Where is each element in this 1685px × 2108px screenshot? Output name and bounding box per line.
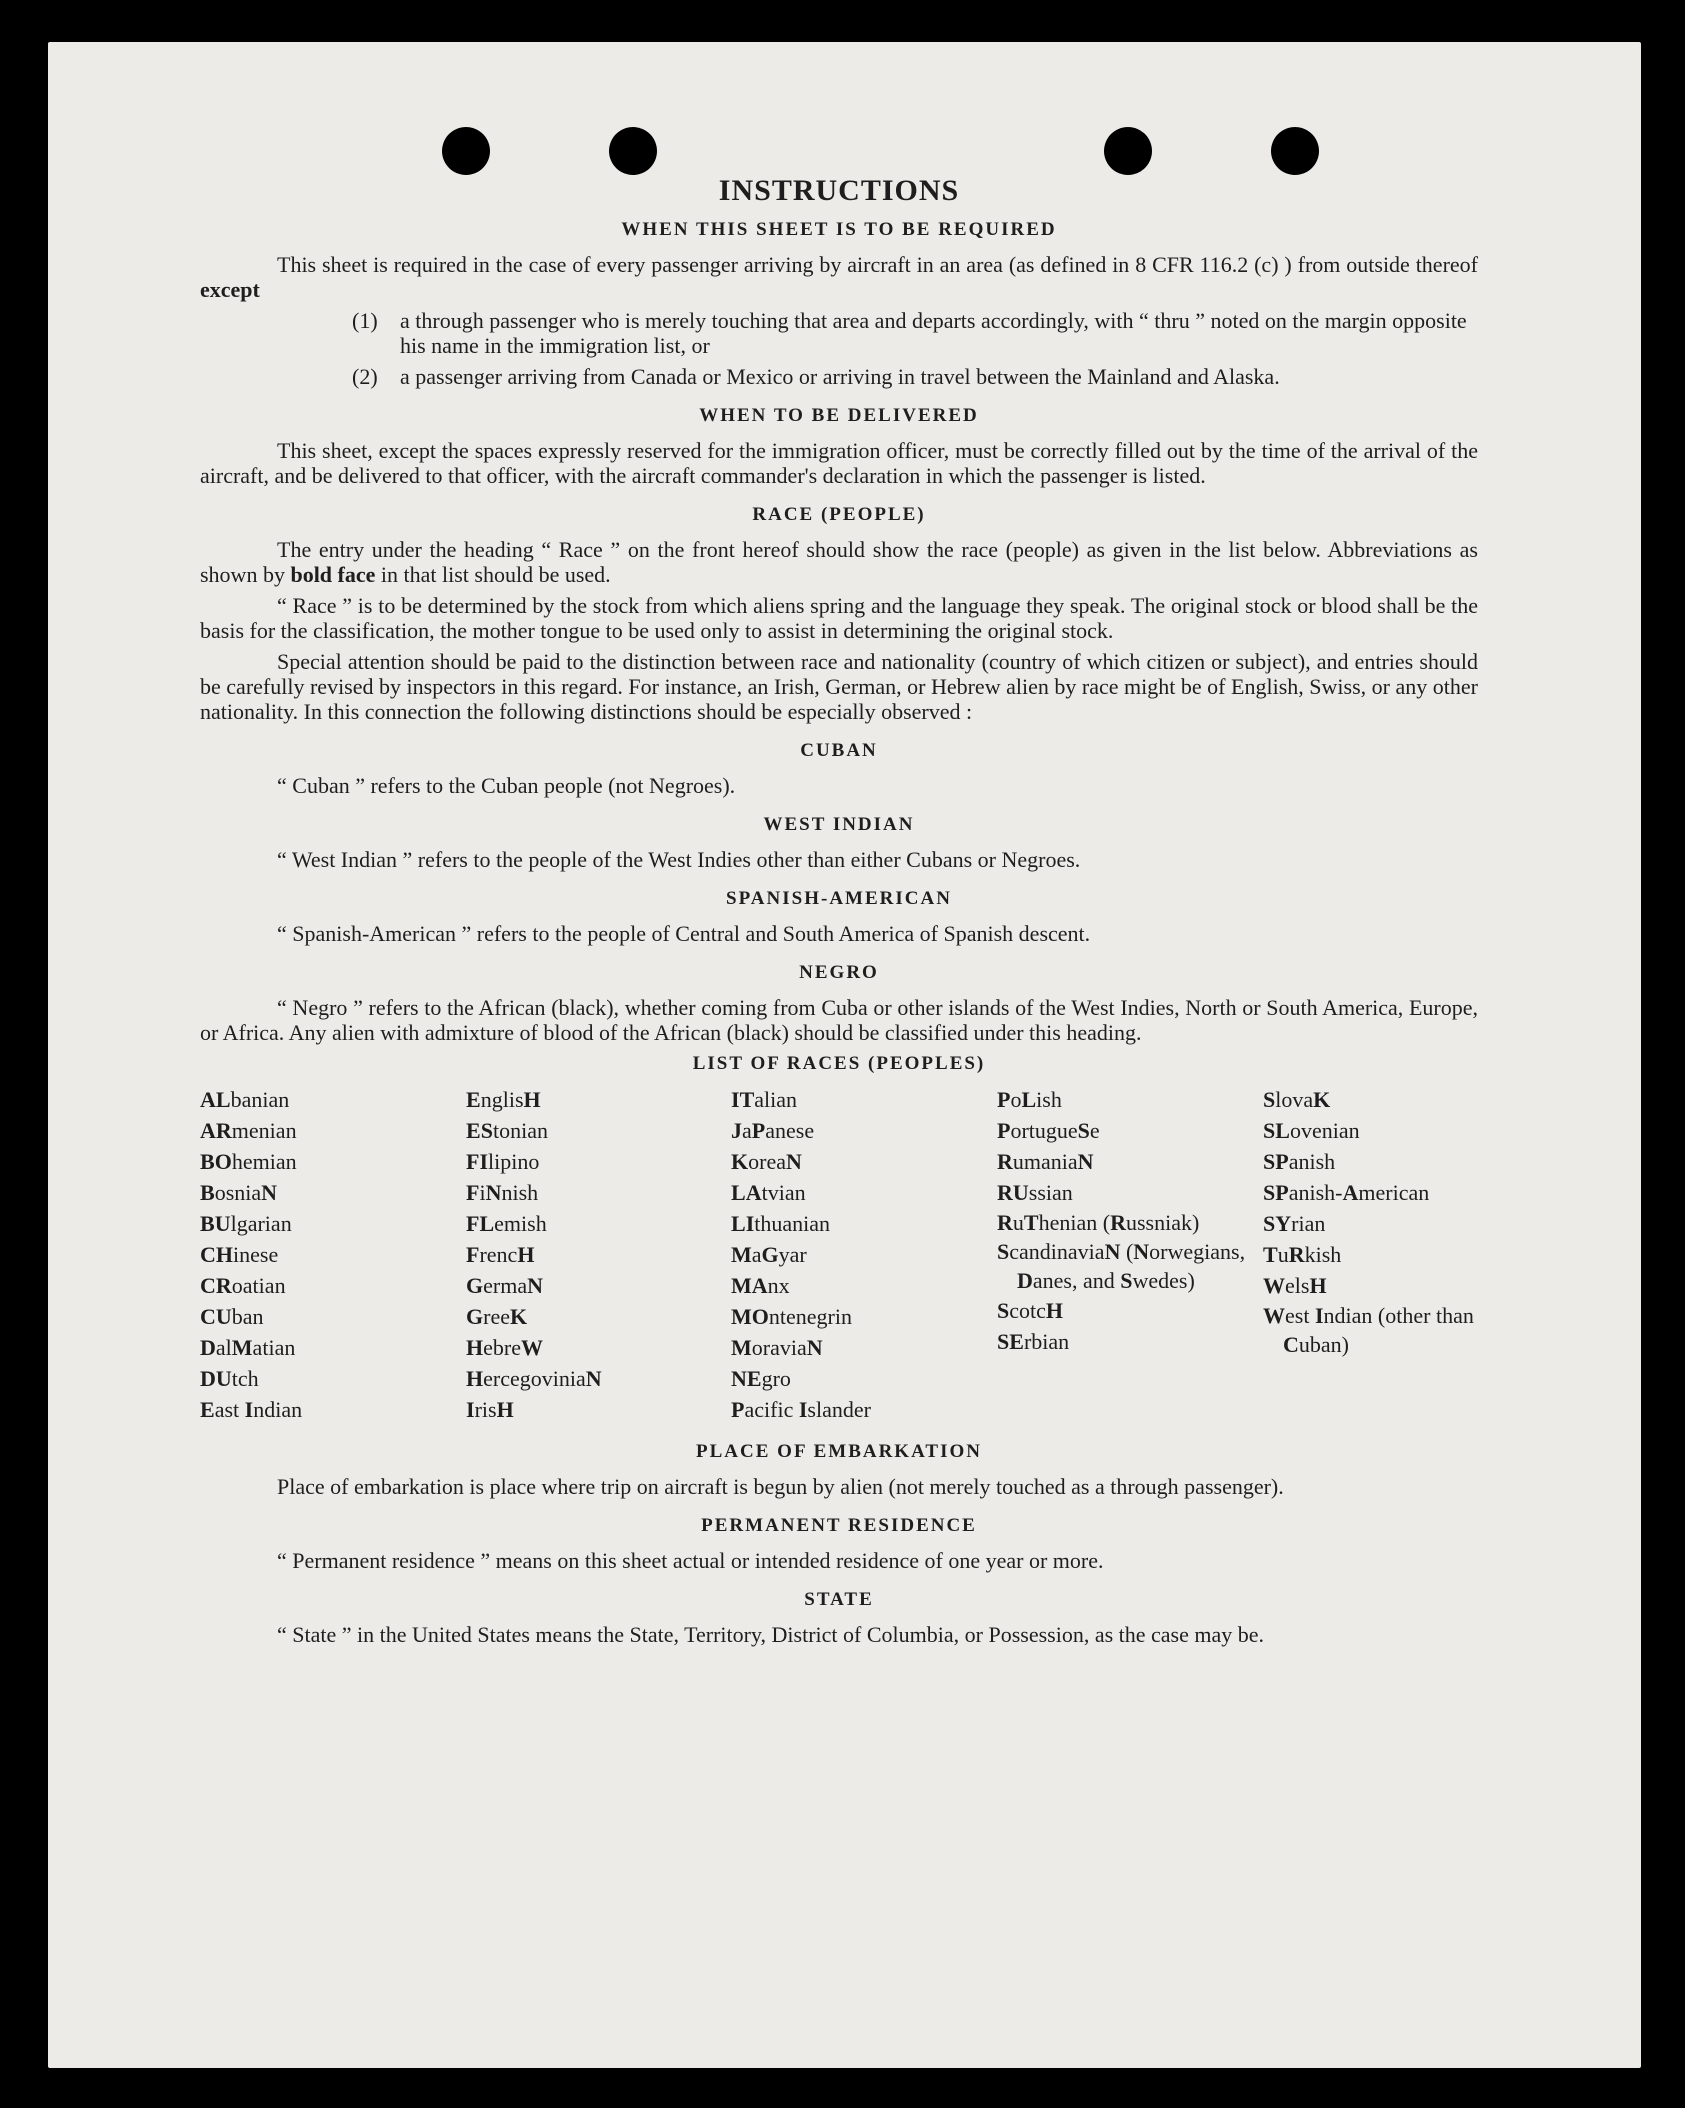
paragraph-when-required: This sheet is required in the case of every passenger arriving by aircraft in an area (as defined in 8 CFR 116.2 (c) ) from outside thereof except [200, 252, 1478, 302]
heading-permanent-residence: PERMANENT RESIDENCE [701, 1515, 977, 1536]
paragraph-west-indian: “ West Indian ” refers to the people of the West Indies other than either Cubans or Negroes. [277, 847, 1081, 872]
heading-west-indian: WEST INDIAN [763, 814, 915, 835]
heading-embarkation: PLACE OF EMBARKATION [696, 1441, 982, 1462]
race-entry: ARmenian [200, 1118, 297, 1143]
race-entry: SlovaK [1263, 1087, 1331, 1112]
races-column [997, 1084, 1263, 1425]
heading-race: RACE (PEOPLE) [752, 504, 926, 525]
race-entry: CRoatian [200, 1273, 286, 1298]
race-entry: KoreaN [731, 1149, 802, 1174]
race-entry: NEgro [731, 1366, 791, 1391]
race-entry: PoLish [997, 1087, 1062, 1112]
race-entry: SPanish-American [1263, 1180, 1430, 1205]
race-entry: GreeK [466, 1304, 528, 1329]
race-entry: CHinese [200, 1242, 279, 1267]
paragraph-negro: “ Negro ” refers to the African (black), whether coming from Cuba or other islands of the West Indies, North or South America, Europe, or Africa. Any alien with admixture of blood of the African (black) should be classified under this heading. [200, 995, 1478, 1045]
races-list [200, 1084, 1478, 1425]
race-entry: RuThenian (Russniak) [997, 1210, 1200, 1235]
heading-negro: NEGRO [799, 962, 879, 983]
race-entry: DalMatian [200, 1335, 296, 1360]
heading-state: STATE [804, 1589, 874, 1610]
race-entry: IrisH [466, 1397, 514, 1422]
race-entry: ITalian [731, 1087, 798, 1112]
paragraph-race-2: “ Race ” is to be determined by the stock from which aliens spring and the language they speak. The original stock or blood shall be the basis for the classification, the mother tongue to be used only to assist in determining the original stock. [200, 593, 1478, 643]
race-entry: MoraviaN [731, 1335, 823, 1360]
race-entry: SYrian [1263, 1211, 1326, 1236]
race-entry: MAnx [731, 1273, 790, 1298]
race-entry: FLemish [466, 1211, 547, 1236]
heading-list-of-races: LIST OF RACES (PEOPLES) [692, 1053, 986, 1074]
race-entry: WelsH [1263, 1273, 1327, 1298]
race-entry: DUtch [200, 1366, 259, 1391]
paragraph-cuban: “ Cuban ” refers to the Cuban people (not Negroes). [277, 773, 736, 798]
race-entry: JaPanese [731, 1118, 815, 1143]
race-entry: East Indian [200, 1397, 303, 1422]
race-entry: FiNnish [466, 1180, 539, 1205]
race-entry: Pacific Islander [731, 1397, 871, 1422]
list-item-text: a passenger arriving from Canada or Mexico or arriving in travel between the Mainland and Alaska. [400, 364, 1280, 389]
races-column [200, 1084, 466, 1425]
race-entry: RumaniaN [997, 1149, 1094, 1174]
race-entry: ScotcH [997, 1298, 1064, 1323]
races-column [731, 1084, 997, 1425]
race-entry: PortugueSe [997, 1118, 1100, 1143]
race-entry: EStonian [466, 1118, 548, 1143]
paragraph-race-3: Special attention should be paid to the distinction between race and nationality (country of which citizen or subject), and entries should be carefully revised by inspectors in this regard. For instance, an Irish, German, or Hebrew alien by race might be of English, Swiss, or any other nationality. In this connection the following distinctions should be especially observed : [200, 649, 1478, 724]
race-entry: SErbian [997, 1329, 1070, 1354]
race-entry: RUssian [997, 1180, 1073, 1205]
punch-hole [1271, 127, 1319, 175]
race-entry: EnglisH [466, 1087, 541, 1112]
paragraph-embarkation: Place of embarkation is place where trip on aircraft is begun by alien (not merely touched as a through passenger). [277, 1474, 1284, 1499]
race-entry: MaGyar [731, 1242, 807, 1267]
punch-hole [442, 127, 490, 175]
document-body [200, 170, 1478, 1653]
punch-hole [1104, 127, 1152, 175]
race-entry: TuRkish [1263, 1242, 1342, 1267]
race-entry: BOhemian [200, 1149, 297, 1174]
list-item [352, 364, 1478, 389]
race-entry: GermaN [466, 1273, 543, 1298]
paragraph-when-delivered: This sheet, except the spaces expressly reserved for the immigration officer, must be correctly filled out by the time of the arrival of the aircraft, and be delivered to that officer, with the aircraft commander's declaration in which the passenger is listed. [200, 438, 1478, 488]
race-entry: SPanish [1263, 1149, 1336, 1174]
heading-cuban: CUBAN [800, 740, 878, 761]
race-entry: West Indian (other than Cuban) [1263, 1303, 1474, 1357]
paragraph-state: “ State ” in the United States means the State, Territory, District of Columbia, or Possession, as the case may be. [277, 1622, 1265, 1647]
race-entry: MOntenegrin [731, 1304, 852, 1329]
list-item-number: (1) [352, 308, 378, 333]
heading-spanish-american: SPANISH-AMERICAN [726, 888, 952, 909]
race-entry: HebreW [466, 1335, 543, 1360]
race-entry: FIlipino [466, 1149, 540, 1174]
race-entry: LIthuanian [731, 1211, 831, 1236]
heading-when-delivered: WHEN TO BE DELIVERED [699, 405, 979, 426]
race-entry: ScandinaviaN (Norwegians, Danes, and Swedes) [997, 1239, 1246, 1293]
race-entry: FrencH [466, 1242, 535, 1267]
race-entry: HercegoviniaN [466, 1366, 602, 1391]
race-entry: BosniaN [200, 1180, 278, 1205]
paragraph-permanent-residence: “ Permanent residence ” means on this sheet actual or intended residence of one year or more. [277, 1548, 1104, 1573]
punch-hole [609, 127, 657, 175]
heading-when-required: WHEN THIS SHEET IS TO BE REQUIRED [621, 219, 1057, 240]
page-title: INSTRUCTIONS [718, 174, 960, 207]
race-entry: LAtvian [731, 1180, 806, 1205]
paragraph-spanish-american: “ Spanish-American ” refers to the people of Central and South America of Spanish descent. [277, 921, 1091, 946]
race-entry: ALbanian [200, 1087, 290, 1112]
list-item-text: a through passenger who is merely touching that area and departs accordingly, with “ thru ” noted on the margin opposite his name in the immigration list, or [400, 308, 1467, 358]
race-entry: CUban [200, 1304, 264, 1329]
list-item-number: (2) [352, 364, 378, 389]
races-column [1263, 1084, 1478, 1425]
paragraph-race-1: The entry under the heading “ Race ” on the front hereof should show the race (people) as given in the list below. Abbreviations as shown by bold face in that list should be used. [200, 537, 1478, 587]
list-item [352, 308, 1478, 358]
race-entry: BUlgarian [200, 1211, 292, 1236]
races-column [466, 1084, 731, 1425]
race-entry: SLovenian [1263, 1118, 1360, 1143]
